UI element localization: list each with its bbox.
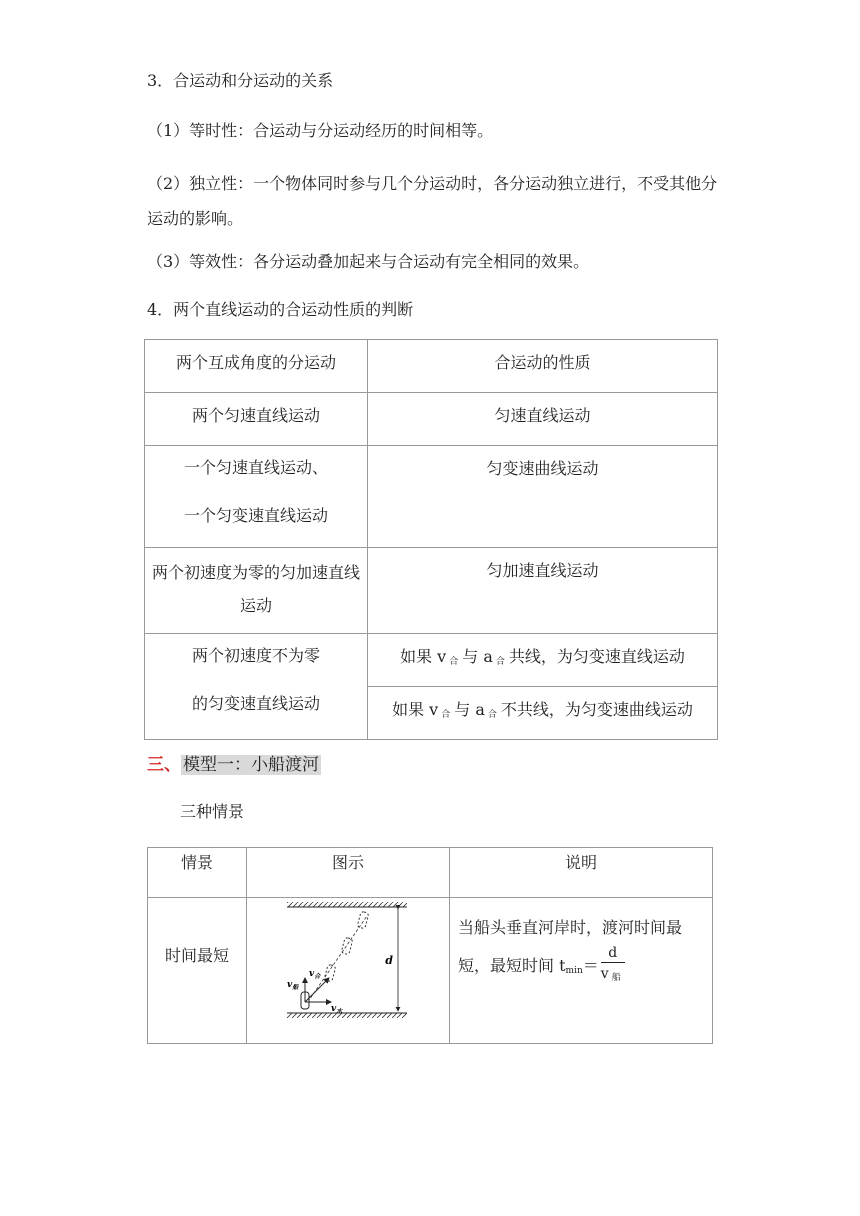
boat-crossing-diagram bbox=[247, 898, 449, 1039]
section4-title: 4．两个直线运动的合运动性质的判断 bbox=[147, 300, 414, 319]
table-cell bbox=[368, 687, 718, 740]
cell-text: 共线，为匀变速直线运动 bbox=[508, 647, 685, 666]
table-cell: 两个初速度为零的匀加速直线运动 bbox=[145, 548, 368, 634]
cell-text: 如果 v bbox=[400, 647, 447, 666]
description-text: 当船头垂直河岸时，渡河时间最短，最短时间 t bbox=[458, 918, 683, 975]
item-equivalence: （3）等效性：各分运动叠加起来与合运动有完全相同的效果。 bbox=[147, 252, 590, 271]
v-water-label: $v_水$ bbox=[331, 1004, 343, 1015]
item-independence: （2）独立性：一个物体同时参与几个分运动时，各分运动独立进行，不受其他分运动的影响。 bbox=[147, 174, 718, 228]
cell-line: 一个匀变速直线运动 bbox=[183, 506, 328, 525]
motion-property-table bbox=[144, 339, 718, 740]
table-header-cell: 两个互成角度的分运动 bbox=[145, 340, 368, 393]
table-cell bbox=[145, 634, 368, 740]
heading-text: 模型一：小船渡河 bbox=[183, 755, 319, 775]
description-cell bbox=[450, 898, 713, 1044]
table-header-cell: 合运动的性质 bbox=[368, 340, 718, 393]
table-cell: 匀加速直线运动 bbox=[368, 548, 718, 634]
v-boat-label: $v_船$ bbox=[287, 980, 299, 991]
table-cell: 匀速直线运动 bbox=[368, 393, 718, 446]
cell-line: 两个初速度不为零 bbox=[191, 646, 320, 665]
scenario-label: 三种情景 bbox=[180, 802, 245, 821]
table-cell: 两个匀速直线运动 bbox=[145, 393, 368, 446]
cell-line: 的匀变速直线运动 bbox=[191, 694, 320, 713]
cell-text: 如果 v bbox=[392, 700, 439, 719]
d-label: d bbox=[385, 954, 393, 967]
section3-title: 3．合运动和分运动的关系 bbox=[147, 71, 334, 90]
cell-line: 一个匀速直线运动、 bbox=[183, 458, 328, 477]
table-cell: 匀变速曲线运动 bbox=[368, 446, 718, 548]
v-resultant-label: $v_合$ bbox=[309, 969, 321, 980]
table-cell bbox=[145, 446, 368, 548]
subscript: min bbox=[565, 966, 583, 976]
fraction-numerator: d bbox=[601, 944, 625, 963]
top-bank bbox=[287, 902, 407, 907]
cell-text: 与 a bbox=[462, 647, 493, 666]
subscript: 合 bbox=[441, 710, 451, 720]
subscript: 合 bbox=[495, 657, 505, 667]
equals-sign: ＝ bbox=[582, 956, 599, 975]
fraction-denominator: v $_船$ bbox=[600, 966, 621, 983]
fraction bbox=[601, 944, 625, 989]
boat-ghost bbox=[324, 964, 336, 982]
table-header-cell: 图示 bbox=[247, 848, 450, 898]
subscript: 合 bbox=[487, 710, 497, 720]
boat-ghost bbox=[341, 937, 353, 955]
item-simultaneity: （1）等时性：合运动与分运动经历的时间相等。 bbox=[147, 121, 494, 140]
heading-number: 三、 bbox=[147, 755, 181, 775]
bottom-bank bbox=[287, 1013, 407, 1018]
table-header-cell: 说明 bbox=[450, 848, 713, 898]
boat-ghost bbox=[357, 911, 369, 929]
cell-text: 不共线，为匀变速曲线运动 bbox=[500, 700, 693, 719]
table-cell bbox=[368, 634, 718, 687]
boat-crossing-table bbox=[147, 847, 713, 1044]
subscript: 合 bbox=[449, 657, 459, 667]
v-resultant-arrow bbox=[305, 978, 329, 1002]
table-header-cell: 情景 bbox=[148, 848, 247, 898]
cell-text: 与 a bbox=[454, 700, 485, 719]
section-heading bbox=[147, 752, 321, 778]
diagram-cell bbox=[247, 898, 450, 1044]
table-cell: 时间最短 bbox=[148, 898, 247, 1044]
